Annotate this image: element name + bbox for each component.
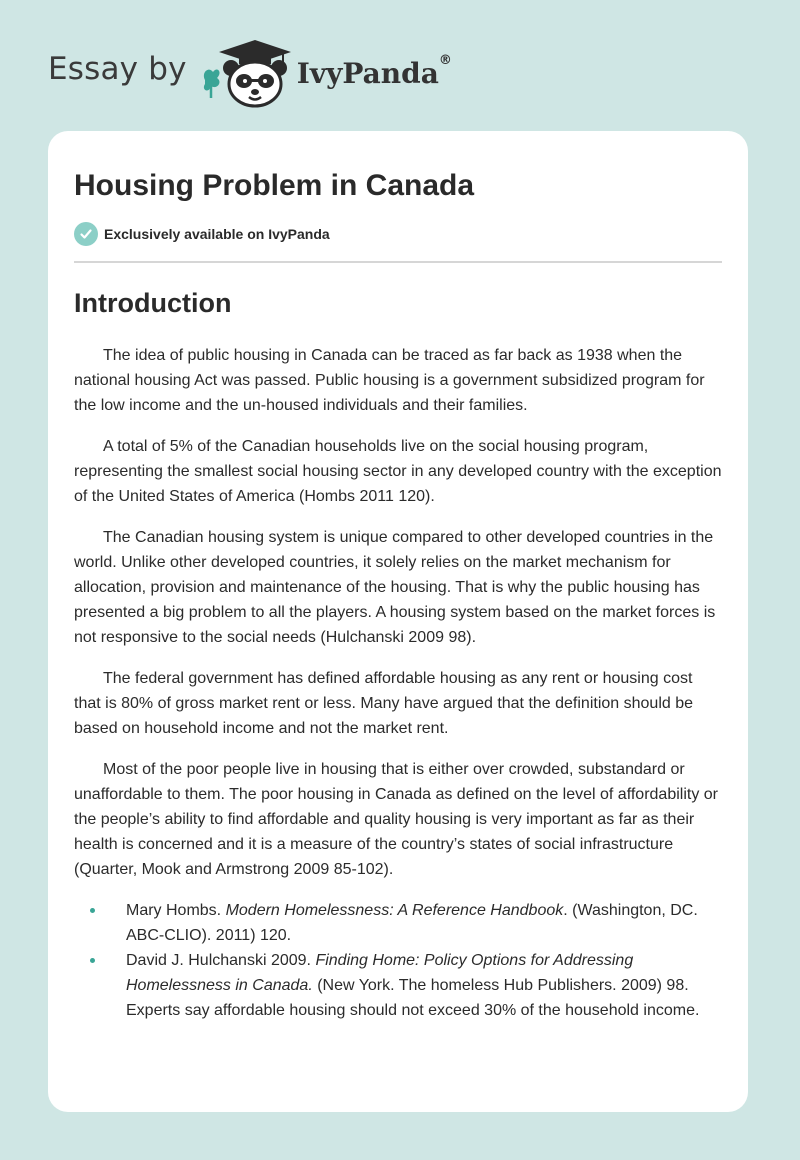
- registered-mark: ®: [438, 52, 452, 68]
- exclusive-badge: [74, 222, 330, 246]
- paragraph: The Canadian housing system is unique compared to other developed countries in the world. Unlike other developed countries, it solely relies on the market mechanism for allocation, provision and maintenance of the housing. That is why the public housing has presented a big problem to all the players. A housing system based on the market forces is not responsive to the social needs (Hulchanski 2009 98).: [74, 529, 716, 646]
- section-heading: Introduction: [74, 288, 232, 318]
- check-circle-icon: [74, 222, 98, 246]
- badge-text: Exclusively available on IvyPanda: [104, 226, 330, 242]
- site-header: [48, 36, 468, 108]
- footnote-title: Modern Homelessness: A Reference Handbook: [225, 902, 564, 919]
- footnotes-list: [74, 898, 722, 1023]
- page-title: Housing Problem in Canada: [74, 169, 475, 202]
- paragraph: Most of the poor people live in housing that is either over crowded, substandard or unaffordable to them. The poor housing in Canada as defined on the level of affordability or the people’s ability to find affordable and quality housing is very important as far as their health is concerned and it is a measure of the country’s states of social infrastructure (Quarter, Mook and Armstrong 2009 85-102).: [74, 761, 718, 878]
- footnote-text: Mary Hombs.: [126, 902, 226, 919]
- essay-by-label: Essay by: [48, 51, 187, 87]
- paragraph: The idea of public housing in Canada can be traced as far back as 1938 when the national housing Act was passed. Public housing is a government subsidized program for the low income and the un-housed individuals and their families.: [74, 347, 705, 414]
- checkmark-icon: [79, 227, 93, 241]
- essay-card: [48, 131, 748, 1112]
- footnote-title: Finding Home: Policy Options for Addressing Homelessness in Canada.: [126, 952, 634, 994]
- bullet-icon: [90, 908, 95, 913]
- title-divider: [74, 261, 722, 263]
- bullet-icon: [90, 958, 95, 963]
- footnote-text: . (Washington, DC. ABC-CLIO). 2011) 120.: [126, 902, 698, 944]
- footnote-text: David J. Hulchanski 2009.: [126, 952, 316, 969]
- brand-label: IvyPanda: [296, 56, 439, 90]
- brand-name[interactable]: [296, 52, 452, 90]
- footnote-item: [74, 898, 722, 948]
- footnote-item: [74, 948, 722, 1023]
- footnote-text: (New York. The homeless Hub Publishers. 2009) 98. Experts say affordable housing should not exceed 30% of the household income.: [126, 977, 700, 1019]
- essay-body: [74, 343, 722, 1023]
- panda-logo-icon[interactable]: [199, 36, 291, 108]
- paragraph: The federal government has defined affordable housing as any rent or housing cost that is 80% of gross market rent or less. Many have argued that the definition should be based on household income and not the market rent.: [74, 670, 694, 737]
- paragraph: A total of 5% of the Canadian households live on the social housing program, representing the smallest social housing sector in any developed country with the exception of the United States of America (Hombs 2011 120).: [74, 438, 722, 505]
